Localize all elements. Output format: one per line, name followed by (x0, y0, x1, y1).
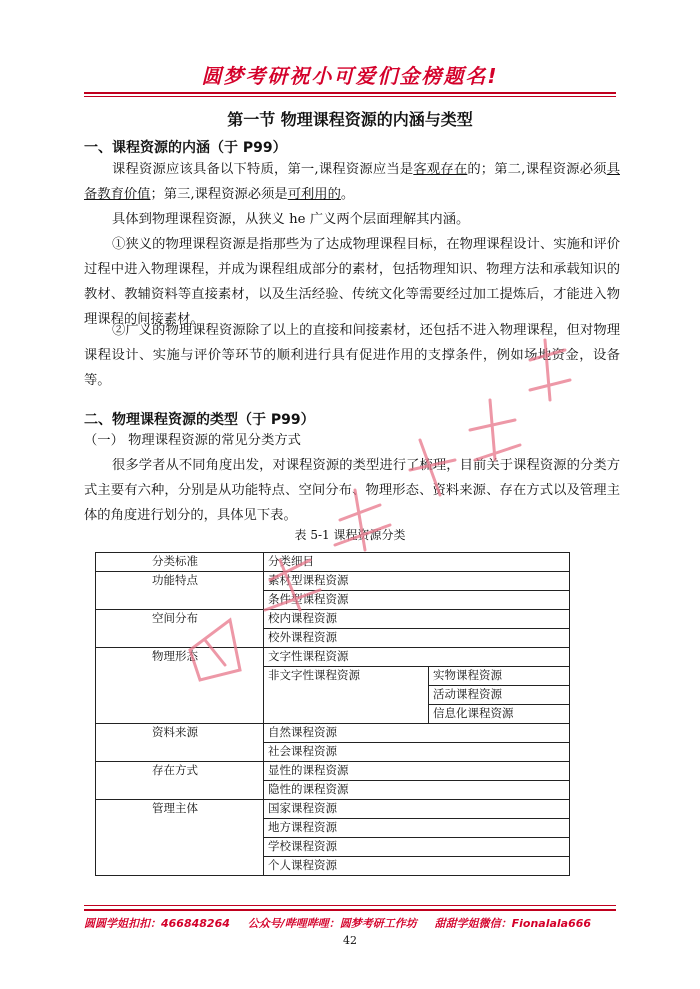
item-cell: 校内课程资源 (264, 610, 570, 629)
page-number: 42 (343, 934, 357, 947)
text-fragment: 。 (340, 187, 355, 202)
subitem-cell: 信息化课程资源 (429, 705, 570, 724)
header-cell: 分类细目 (264, 553, 570, 572)
table-row (96, 800, 570, 819)
footer-divider-thin (84, 905, 616, 906)
item-cell: 素材型课程资源 (264, 572, 570, 591)
category-cell: 物理形态 (96, 648, 264, 724)
table-header-row (96, 553, 570, 572)
paragraph-broad: ②广义的物理课程资源除了以上的直接和间接素材，还包括不进入物理课程，但对物理课程设计、实施与评价等环节的顺利进行具有促进作用的支撑条件，例如场地资金，设备等。 (84, 323, 620, 388)
table-row (96, 724, 570, 743)
subitem-cell: 活动课程资源 (429, 686, 570, 705)
footer-divider (84, 909, 616, 911)
item-cell: 文字性课程资源 (264, 648, 570, 667)
footer-wechat: 甜甜学姐微信：Fionalala666 (434, 917, 592, 930)
footer-qq: 圆圆学姐扣扣：466848264 (84, 917, 230, 930)
category-cell: 管理主体 (96, 800, 264, 876)
category-cell: 资料来源 (96, 724, 264, 762)
heading-connotation: 一、课程资源的内涵（于 P99） (84, 140, 287, 156)
item-cell: 社会课程资源 (264, 743, 570, 762)
header-divider-thin (84, 96, 616, 97)
text-fragment: 的；第二,课程资源必须 (467, 162, 607, 177)
item-cell: 显性的课程资源 (264, 762, 570, 781)
paragraph-traits (84, 157, 620, 207)
table-caption: 表 5-1 课程资源分类 (294, 528, 406, 542)
header-cell: 分类标准 (96, 553, 264, 572)
category-cell: 空间分布 (96, 610, 264, 648)
table-row (96, 648, 570, 667)
heading-types: 二、物理课程资源的类型（于 P99） (84, 412, 315, 428)
classification-table (95, 552, 570, 876)
text-fragment: 课程资源应该具备以下特质，第一,课程资源应当是 (112, 162, 414, 177)
text-fragment: ；第三,课程资源必须是 (150, 187, 288, 202)
subheading-classification: （一） 物理课程资源的常见分类方式 (84, 433, 301, 448)
item-cell: 学校课程资源 (264, 838, 570, 857)
underlined-term: 客观存在 (413, 162, 468, 177)
paragraph-intro: 具体到物理课程资源，从狭义 he 广义两个层面理解其内涵。 (112, 212, 470, 227)
item-cell: 国家课程资源 (264, 800, 570, 819)
section-title: 第一节 物理课程资源的内涵与类型 (227, 110, 473, 129)
item-cell: 隐性的课程资源 (264, 781, 570, 800)
paragraph-narrow: ①狭义的物理课程资源是指那些为了达成物理课程目标，在物理课程设计、实施和评价过程中进入物理课程，并成为课程组成部分的素材，包括物理知识、物理方法和承载知识的教材、教辅资料等直接素材，以及生活经验、传统文化等需要经过加工提炼后，才能进入物理课程的间接素材。 (84, 237, 620, 327)
item-cell: 校外课程资源 (264, 629, 570, 648)
category-cell: 存在方式 (96, 762, 264, 800)
subitem-cell: 实物课程资源 (429, 667, 570, 686)
item-cell: 地方课程资源 (264, 819, 570, 838)
underlined-term: 可利用的 (287, 187, 341, 202)
table-row (96, 610, 570, 629)
item-cell: 个人课程资源 (264, 857, 570, 876)
item-cell: 非文字性课程资源 (264, 667, 429, 724)
category-cell: 功能特点 (96, 572, 264, 610)
footer-public-account: 公众号/哔哩哔哩：圆梦考研工作坊 (247, 917, 417, 930)
item-cell: 条件型课程资源 (264, 591, 570, 610)
underlined-term: 具备教育价值 (84, 162, 620, 202)
header-divider (84, 92, 616, 94)
table-row (96, 762, 570, 781)
footer-contacts (84, 915, 624, 931)
table-row (96, 572, 570, 591)
item-cell: 自然课程资源 (264, 724, 570, 743)
header-banner: 圆梦考研祝小可爱们金榜题名! (201, 64, 499, 88)
paragraph-classification: 很多学者从不同角度出发，对课程资源的类型进行了梳理，目前关于课程资源的分类方式主要有六种，分别是从功能特点、空间分布、物理形态、资料来源、存在方式以及管理主体的角度进行划分的，具体见下表。 (84, 458, 620, 523)
